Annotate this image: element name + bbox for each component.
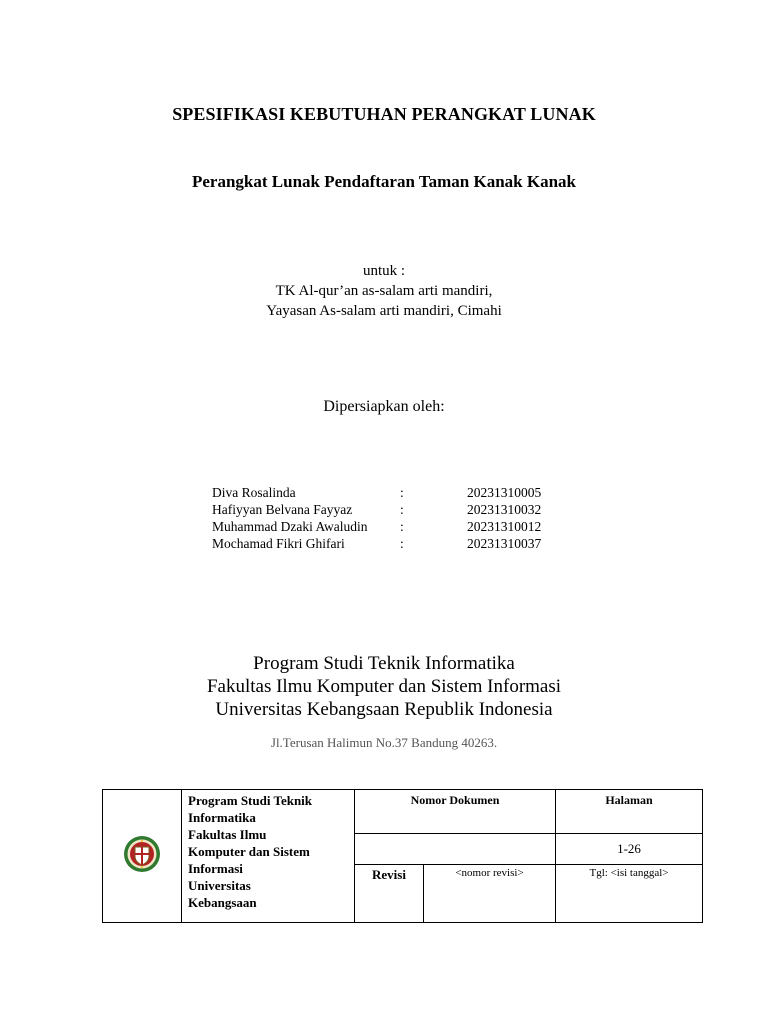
- author-separator: :: [400, 536, 404, 551]
- organization-line: Informasi: [188, 861, 243, 876]
- author-name: Diva Rosalinda: [212, 485, 296, 500]
- revision-label: Revisi: [355, 865, 424, 923]
- page-range: 1-26: [556, 834, 703, 865]
- recipient-line-1: TK Al-qur’an as-salam arti mandiri,: [275, 283, 493, 299]
- recipient-line-2: Yayasan As-salam arti mandiri, Cimahi: [266, 303, 502, 319]
- recipient-label: untuk :: [362, 263, 406, 279]
- organization-line: Universitas: [188, 878, 251, 893]
- revision-date: Tgl: <isi tanggal>: [556, 865, 703, 923]
- author-student-id: 20231310012: [467, 519, 542, 534]
- recipient-block: [0, 261, 768, 321]
- author-name: Hafiyyan Belvana Fayyaz: [212, 502, 353, 517]
- author-student-id: 20231310037: [467, 536, 542, 551]
- author-separator: :: [400, 519, 404, 534]
- study-program: Program Studi Teknik Informatika: [253, 653, 515, 674]
- document-number-value: [355, 834, 556, 865]
- institution-block: [0, 652, 768, 721]
- author-name: Mochamad Fikri Ghifari: [212, 536, 345, 551]
- university-seal-icon: [123, 835, 161, 873]
- author-student-id: 20231310005: [467, 485, 542, 500]
- document-control-table: [102, 789, 703, 923]
- author-separator: :: [400, 485, 404, 500]
- university: Universitas Kebangsaan Republik Indonesia: [215, 699, 553, 720]
- author-student-id: 20231310032: [467, 502, 542, 517]
- revision-number: <nomor revisi>: [424, 865, 556, 923]
- organization-cell: [182, 790, 355, 923]
- page-header: Halaman: [556, 790, 703, 834]
- logo-cell: [103, 790, 182, 923]
- document-number-header: Nomor Dokumen: [355, 790, 556, 834]
- author-separator: :: [400, 502, 404, 517]
- prepared-by-label: Dipersiapkan oleh:: [323, 398, 445, 415]
- organization-line: Program Studi Teknik: [188, 793, 313, 808]
- author-name: Muhammad Dzaki Awaludin: [212, 519, 368, 534]
- organization-line: Informatika: [188, 810, 256, 825]
- address: Jl.Terusan Halimun No.37 Bandung 40263.: [270, 735, 498, 750]
- organization-line: Fakultas Ilmu: [188, 827, 267, 842]
- faculty: Fakultas Ilmu Komputer dan Sistem Informasi: [206, 676, 562, 697]
- organization-line: Komputer dan Sistem: [188, 844, 310, 859]
- organization-line: Kebangsaan: [188, 895, 257, 910]
- document-title: SPESIFIKASI KEBUTUHAN PERANGKAT LUNAK: [172, 104, 596, 124]
- document-subtitle: Perangkat Lunak Pendaftaran Taman Kanak Kanak: [191, 172, 576, 191]
